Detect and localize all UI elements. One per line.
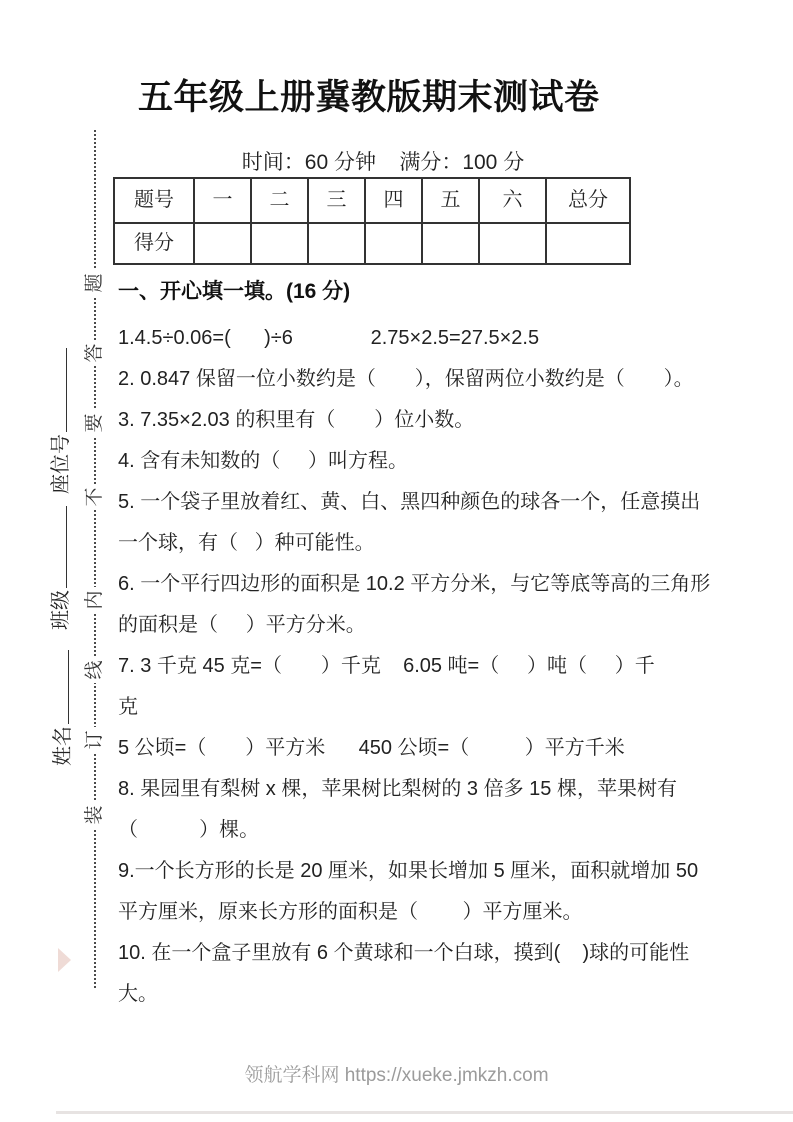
question-line: 平方厘米，原来长方形的面积是（ ）平方厘米。	[118, 901, 583, 923]
score-cell	[547, 224, 631, 265]
binding-char: 要	[82, 410, 108, 436]
question-line: 9.一个长方形的长是 20 厘米，如果长增加 5 厘米，面积就增加 50	[118, 860, 699, 882]
class-label: 班级	[50, 590, 72, 630]
question-line: （ ）棵。	[118, 819, 260, 841]
score-cell	[309, 224, 366, 265]
binding-char: 线	[82, 657, 108, 683]
question-line: 7. 3 千克 45 克=（ ）千克 6.05 吨=（ ）吨（ ）千	[118, 655, 655, 677]
score-table	[113, 177, 631, 265]
seat-number-field	[44, 348, 73, 494]
class-field	[44, 506, 73, 630]
question-line: 的面积是（ ）平方分米。	[118, 614, 366, 636]
seat-number-blank-line	[46, 348, 67, 432]
question-line: 大。	[118, 983, 158, 1005]
question-line: 一个球，有（ ）种可能性。	[118, 532, 375, 554]
bottom-divider	[56, 1111, 793, 1114]
question-line: 克	[118, 696, 138, 718]
binding-char: 订	[82, 727, 108, 753]
question-line: 3. 7.35×2.03 的积里有（ ）位小数。	[118, 409, 475, 431]
name-blank-line	[48, 650, 69, 724]
score-table-header-cell: 一	[195, 179, 252, 224]
question-line: 6. 一个平行四边形的面积是 10.2 平方分米，与它等底等高的三角形	[118, 573, 711, 595]
question-line: 4. 含有未知数的（ ）叫方程。	[118, 450, 409, 472]
binding-char: 题	[82, 270, 108, 296]
score-table-header-cell: 六	[480, 179, 547, 224]
footer-watermark: 领航学科网 https://xueke.jmkzh.com	[244, 1065, 549, 1086]
score-cell	[195, 224, 252, 265]
score-cell	[366, 224, 423, 265]
exam-meta: 时间：60 分钟 满分：100 分	[241, 151, 525, 174]
section-heading: 一、开心填一填。(16 分)	[118, 280, 351, 303]
question-line: 5. 一个袋子里放着红、黄、白、黑四种颜色的球各一个，任意摸出	[118, 491, 701, 513]
name-field	[46, 650, 75, 766]
question-lines	[118, 318, 758, 1015]
binding-char: 不	[82, 484, 108, 510]
page-fold-artifact	[58, 948, 71, 972]
binding-char: 答	[82, 340, 108, 366]
score-cell	[252, 224, 309, 265]
score-row-label: 得分	[115, 224, 195, 265]
binding-char: 装	[82, 802, 108, 828]
seat-number-label: 座位号	[50, 434, 72, 494]
score-table-header-cell: 五	[423, 179, 480, 224]
question-line: 10. 在一个盒子里放有 6 个黄球和一个白球，摸到( )球的可能性	[118, 942, 690, 964]
score-table-header-cell: 二	[252, 179, 309, 224]
page-title: 五年级上册冀教版期末测试卷	[138, 78, 600, 117]
binding-dotted-line	[94, 130, 96, 988]
score-table-header-cell: 四	[366, 179, 423, 224]
question-line: 5 公顷=（ ）平方米 450 公顷=（ ）平方千米	[118, 737, 625, 759]
class-blank-line	[46, 506, 67, 588]
score-table-header-cell: 题号	[115, 179, 195, 224]
question-line: 8. 果园里有梨树 x 棵，苹果树比梨树的 3 倍多 15 棵，苹果树有	[118, 778, 677, 800]
score-table-header-cell: 总分	[547, 179, 631, 224]
score-cell	[480, 224, 547, 265]
questions-section	[118, 278, 758, 1015]
score-table-header-cell: 三	[309, 179, 366, 224]
name-label: 姓名	[52, 726, 74, 766]
question-line: 1.4.5÷0.06=( )÷6 2.75×2.5=27.5×2.5	[118, 327, 540, 349]
binding-char: 内	[82, 587, 108, 613]
score-cell	[423, 224, 480, 265]
question-line: 2. 0.847 保留一位小数约是（ ），保留两位小数约是（ ）。	[118, 368, 694, 390]
